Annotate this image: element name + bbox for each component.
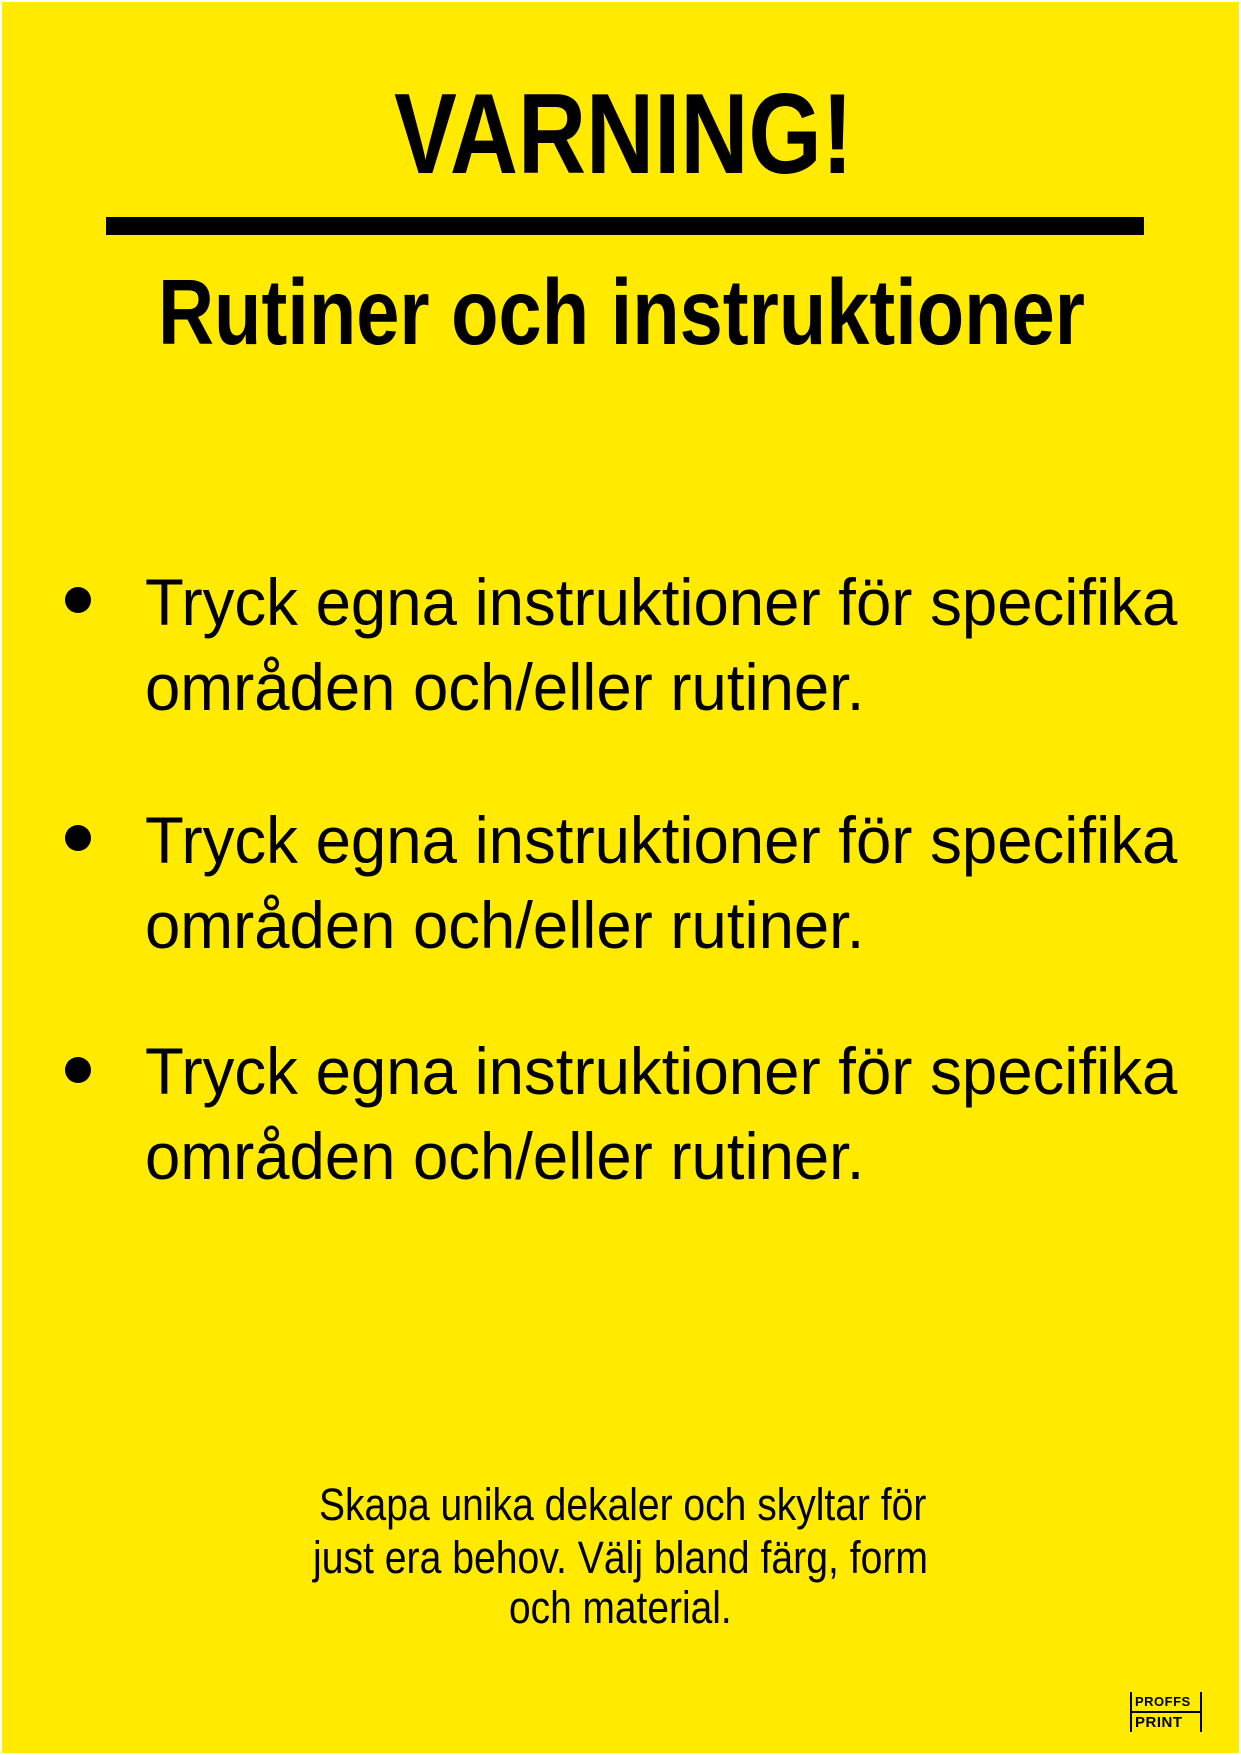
sign-title: VARNING! — [394, 71, 854, 198]
bullet-icon — [65, 1057, 91, 1083]
proffsprint-logo — [1130, 1692, 1202, 1732]
bullet-1-line-1: Tryck egna instruktioner för specifika — [145, 565, 1178, 639]
bullet-3-line-2: områden och/eller rutiner. — [145, 1119, 865, 1193]
logo-text-bottom: PRINT — [1135, 1714, 1183, 1731]
bullet-icon — [65, 825, 91, 851]
footer-line-3: och material. — [509, 1582, 732, 1633]
bullet-1-line-2: områden och/eller rutiner. — [145, 650, 865, 724]
bullet-2-line-2: områden och/eller rutiner. — [145, 888, 865, 962]
warning-sign — [2, 2, 1239, 1753]
footer-line-1: Skapa unika dekaler och skyltar för — [319, 1479, 927, 1530]
sign-subtitle: Rutiner och instruktioner — [158, 260, 1085, 364]
logo-text-top: PROFFS — [1135, 1694, 1191, 1709]
footer-line-2: just era behov. Välj bland färg, form — [313, 1532, 929, 1583]
title-divider — [106, 217, 1144, 235]
bullet-2-line-1: Tryck egna instruktioner för specifika — [145, 803, 1178, 877]
bullet-icon — [65, 587, 91, 613]
bullet-3-line-1: Tryck egna instruktioner för specifika — [145, 1034, 1178, 1108]
